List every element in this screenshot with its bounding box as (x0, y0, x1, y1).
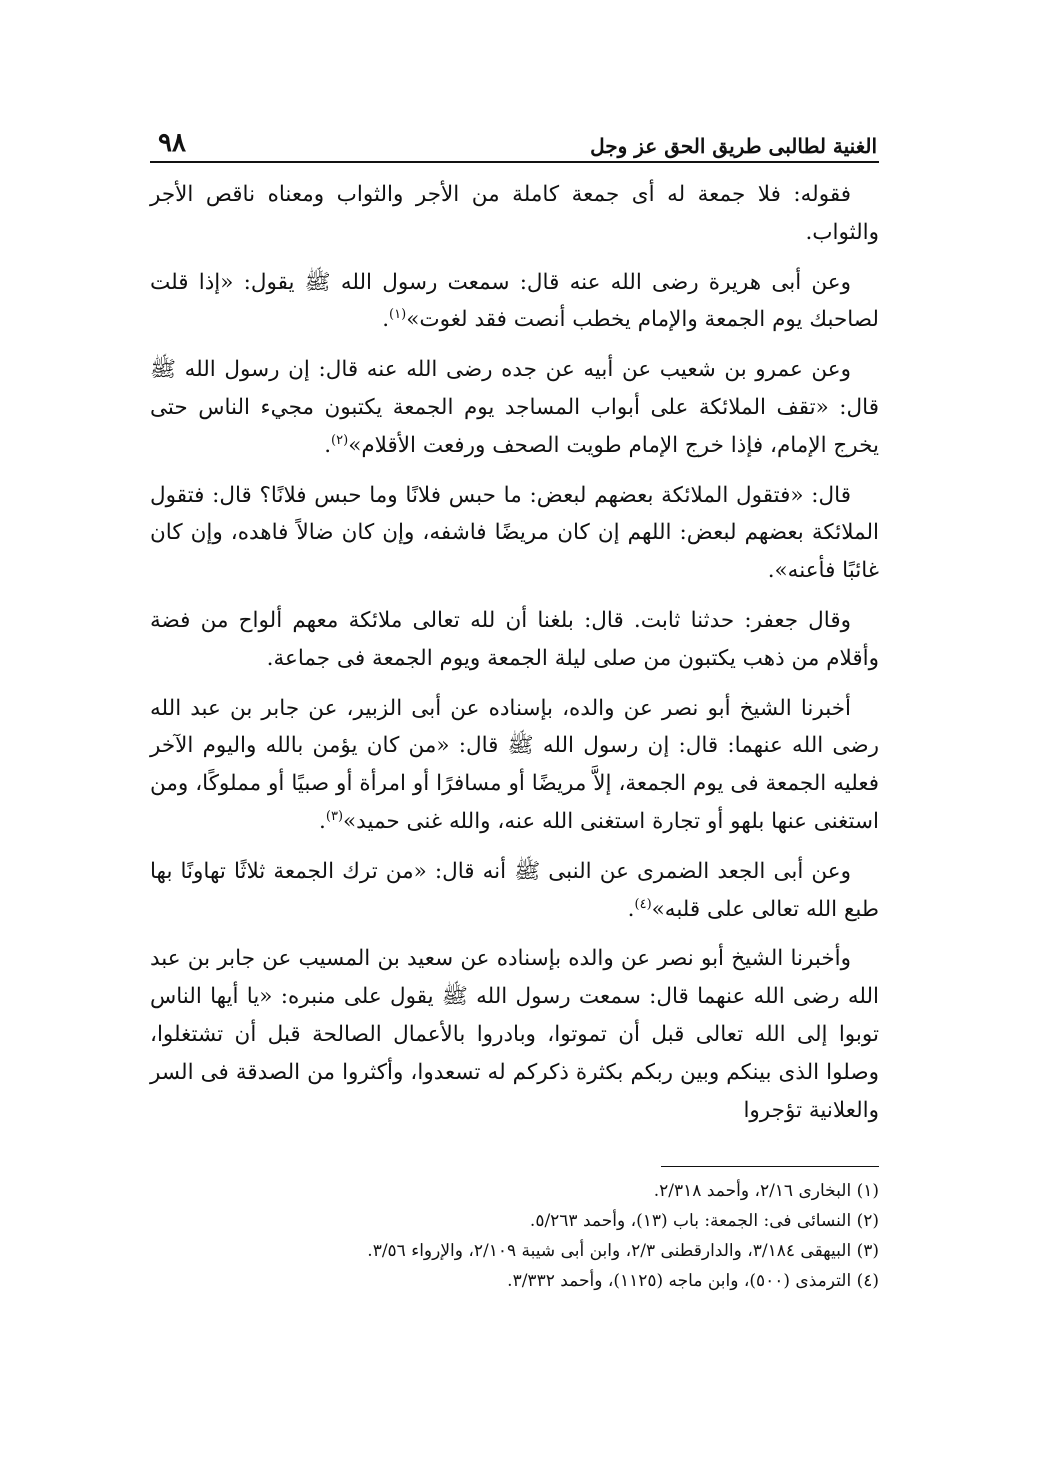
paragraph-7-text: وعن أبى الجعد الضمرى عن النبى ﷺ أنه قال: «من ترك الجمعة ثلاثًا تهاونًا بها طبع الله تعالى على قلبه» (150, 858, 879, 922)
paragraph-8 (150, 940, 879, 1129)
footnote-ref-4: (٤) (634, 896, 652, 912)
paragraph-1-text: فقوله: فلا جمعة له أى جمعة كاملة من الأجر والثواب ومعناه ناقص الأجر والثواب. (150, 182, 879, 245)
footnote-ref-1: (١) (389, 307, 407, 323)
paragraph-5-text: وقال جعفر: حدثنا ثابت. قال: بلغنا أن لله تعالى ملائكة معهم ألواح من فضة وأقلام من ذهب يكتبون من صلى ليلة الجمعة ويوم الجمعة فى جماعة. (150, 607, 879, 671)
page-number: ٩٨ (158, 128, 186, 158)
paragraph-5 (150, 602, 879, 678)
paragraph-4 (150, 477, 879, 590)
footnote-4: (٤) الترمذى (٥٠٠)، وابن ماجه (١١٢٥)، وأحمد ٣/٣٣٢. (507, 1271, 879, 1291)
footnote-rule (661, 1166, 879, 1167)
footnote-ref-3: (٣) (325, 808, 344, 824)
paragraph-3: وعن عمرو بن شعيب عن أبيه عن جده رضى الله عنه قال: إن رسول الله ﷺ قال: «تقف الملائكة على أبواب المساجد يوم الجمعة يكتبون مجيء الناس حتى يخرج الإمام، فإذا خرج الإمام طويت الصحف ورفعت الأقلام»$^{(٢)}$. (150, 357, 879, 458)
paragraph-1 (150, 176, 879, 252)
paragraph-3-text: وعن عمرو بن شعيب عن أبيه عن جده رضى الله عنه قال: إن رسول الله ﷺ قال: «تقف الملائكة على أبواب المساجد يوم الجمعة يكتبون مجيء الناس حتى يخرج الإمام، فإذا خرج الإمام طويت الصحف ورفعت الأقلام» (150, 357, 879, 458)
paragraph-6: أخبرنا الشيخ أبو نصر عن والده، بإسناده عن أبى الزبير، عن جابر بن عبد الله رضى الله عنهما: قال: إن رسول الله ﷺ قال: «من كان يؤمن بالله واليوم الآخر فعليه الجمعة فى يوم الجمعة، إلاَّ مريضًا أو مسافرًا أو امرأة أو صبيًا أو مملوكًا، ومن استغنى عنها بلهو أو تجارة استغنى الله عنه، والله غنى حميد»$^{(٣)}$. (150, 695, 879, 834)
paragraph-2: وعن أبى هريرة رضى الله عنه قال: سمعت رسول الله ﷺ يقول: «إذا قلت لصاحبك يوم الجمعة والإمام يخطب أنصت فقد لغوت»$^{(١)}$. (150, 269, 879, 333)
footnotes (150, 1176, 879, 1296)
running-title: الغنية لطالبى طريق الحق عز وجل (590, 134, 877, 158)
paragraph-2-text: وعن أبى هريرة رضى الله عنه قال: سمعت رسول الله ﷺ يقول: «إذا قلت لصاحبك يوم الجمعة والإمام يخطب أنصت فقد لغوت» (150, 269, 879, 333)
paragraph-6-text: أخبرنا الشيخ أبو نصر عن والده، بإسناده عن أبى الزبير، عن جابر بن عبد الله رضى الله عنهما: قال: إن رسول الله ﷺ قال: «من كان يؤمن بالله واليوم الآخر فعليه الجمعة فى يوم الجمعة، إلاَّ مريضًا أو مسافرًا أو امرأة أو صبيًا أو مملوكًا، ومن استغنى عنها بلهو أو تجارة استغنى الله عنه، والله غنى حميد» (150, 695, 879, 834)
header-rule (150, 161, 879, 163)
paragraph-7: وعن أبى الجعد الضمرى عن النبى ﷺ أنه قال: «من ترك الجمعة ثلاثًا تهاونًا بها طبع الله تعالى على قلبه»$^{(٤)}$. (150, 858, 879, 922)
footnote-2: (٢) النسائى فى: الجمعة: باب (١٣)، وأحمد ٥/٢٦٣. (529, 1211, 879, 1231)
running-header (158, 122, 877, 158)
footnote-3: (٣) البيهقى ٣/١٨٤، والدارقطنى ٢/٣، وابن أبى شيبة ٢/١٠٩، والإرواء ٣/٥٦. (367, 1241, 879, 1261)
paragraph-8-text: وأخبرنا الشيخ أبو نصر عن والده بإسناده عن سعيد بن المسيب عن جابر بن عبد الله رضى الله عنهما قال: سمعت رسول الله ﷺ يقول على منبره: «يا أيها الناس توبوا إلى الله تعالى قبل أن تموتوا، وبادروا بالأعمال الصالحة قبل أن تشتغلوا، وصلوا الذى بينكم وبين ربكم بكثرة ذكركم له تسعدوا، وأكثروا من الصدقة فى السر والعلانية تؤجروا (150, 946, 879, 1123)
footnote-1: (١) البخارى ٢/١٦، وأحمد ٢/٣١٨. (653, 1181, 879, 1201)
paragraph-4-text: قال: «فتقول الملائكة بعضهم لبعض: ما حبس فلانًا وما حبس فلانًا؟ قال: فتقول الملائكة بعضهم لبعض: اللهم إن كان مريضًا فاشفه، وإن كان ضالاً فاهده، وإن كان غائبًا فأعنه». (150, 482, 879, 584)
body-text (150, 176, 879, 1141)
footnote-ref-2: (٢) (331, 432, 349, 448)
